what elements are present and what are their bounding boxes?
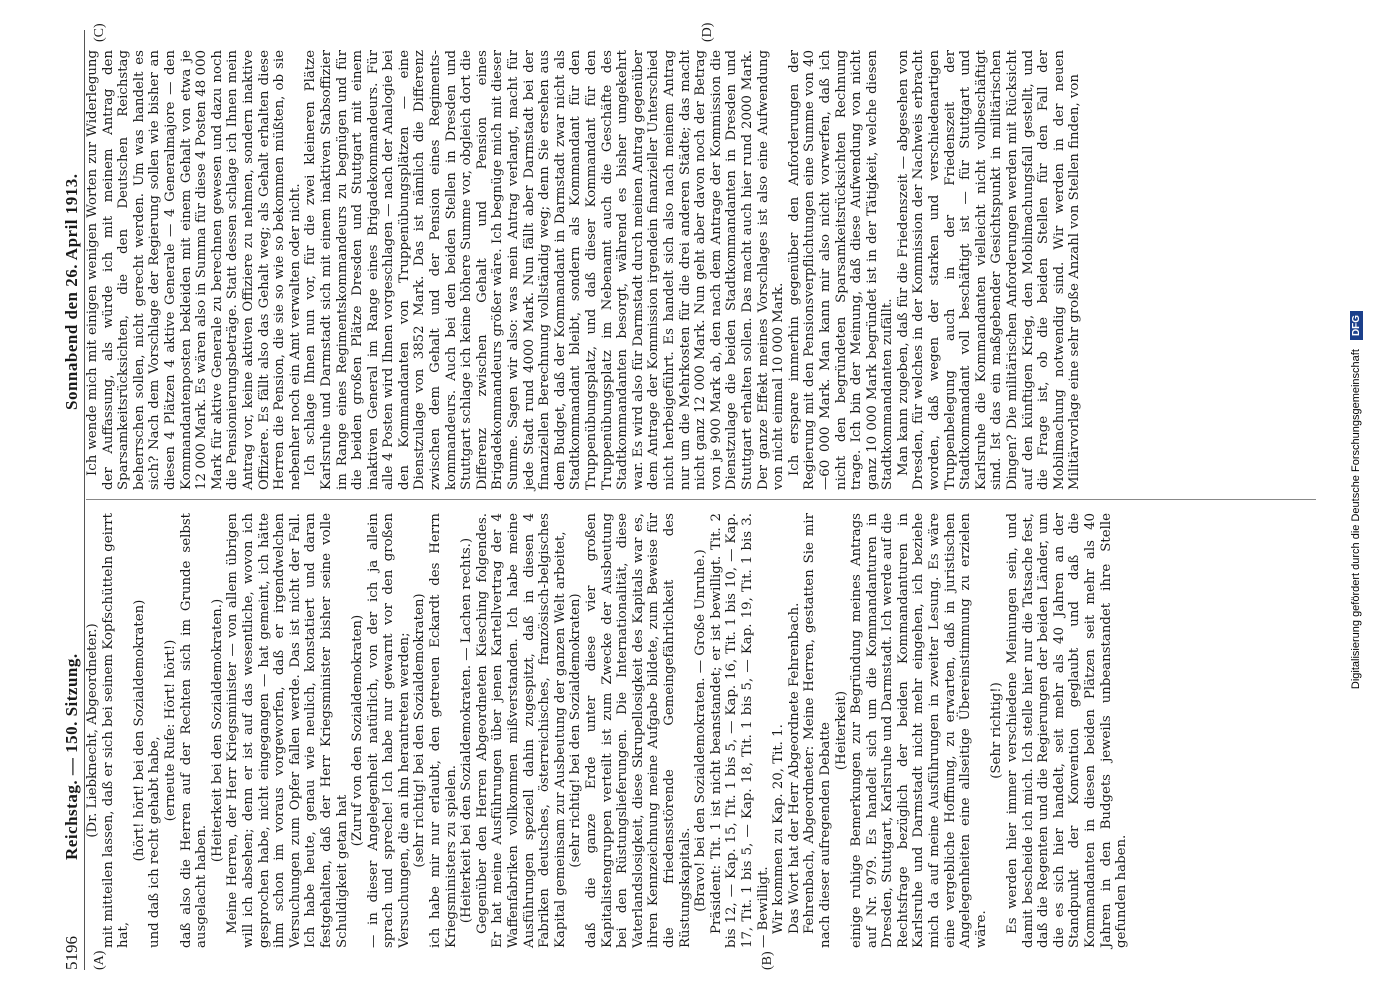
left-paragraph: Gegenüber den Herren Abgeordneten Kiesching folgendes. Er hat meine Ausführungen über jenen Kartellvertrag der 4 Waffenfabriken vollkommen mißverstanden. Ich habe meine Ausführungen speziell dahin zugespitzt, daß in diesen 4 Fabriken deutsches, österreichisches, französisch-belgisches Kapital gemeinsam zur Ausbeutung der ganzen Welt arbeitet, [474,513,568,948]
left-paragraph: daß also die Herren auf der Rechten sich im Grunde selbst ausgelacht haben. [178,513,210,948]
left-paragraph: mit mitteilen lassen, daß er sich bei seinem Kopfschütteln geirrt hat, [100,513,132,948]
left-paragraph: und daß ich recht gehabt habe, [147,736,163,948]
left-paragraph: (Bravo! bei den Sozialdemokraten. — Große Unruhe.) [693,549,709,912]
left-paragraph: Meine Herren, der Herr Kriegsminister — von allem übrigen will ich absehen; denn er ist auf das wesentliche, wovon ich gesprochen habe, nicht eingegangen — hat gemeint, ich hätte ihm schon im voraus vorgeworfen, daß er irgendwelchen Versuchungen zum Opfer fallen werde. Das ist nicht der Fall. Ich habe heute, genau wie neulich, konstatiert und daran festgehalten, daß der Herr Kriegsminister bisher seine volle Schuldigkeit getan hat [225,513,350,948]
left-paragraph: Das Wort hat der Herr Abgeordnete Fehrenbach. [786,602,802,934]
margin-mark-c: (C) [92,23,107,42]
left-paragraph: (sehr richtig! bei den Sozialdemokraten) [568,593,584,868]
left-paragraph: (Heiterkeit bei den Sozialdemokraten.) [209,598,225,863]
left-paragraph: (Dr. Liebknecht, Abgeordneter.) [85,623,100,838]
session-title: Reichstag. — 150. Sitzung. [62,653,81,860]
margin-mark-b: (B) [760,951,775,970]
session-date: Sonnabend den 26. April 1913. [62,173,81,410]
left-paragraph: (erneute Rufe: Hört! hört!) [162,639,178,822]
left-paragraph: Wir kommen zu Kap. 20, Tit. 1. [771,724,787,934]
right-paragraph: Man kann zugeben, daß für die Friedenszeit — abgesehen von Dresden, für welches in der Kommission der Nachweis erbracht worden, daß wegen der starken und verschiedenartigen Truppenbelegung auch in der Friedenszeit der Stadtkommandant voll beschäftigt ist — für Stuttgart und Karlsruhe die Kommandanten vielleicht nicht vollbeschäftigt sind. Ist das ein maßgebender Gesichtspunkt in militärischen Dingen? Die militärischen Anforderungen werden mit Rücksicht auf den künftigen Krieg, den Mobilmachungsfall gestellt, und die Frage ist, ob die beiden Stellen für den Fall der Mobilmachung notwendig sind. Wir werden in der neuen Militärvorlage eine sehr große Anzahl von Stellen finden, von [895,50,1083,490]
right-paragraph: Ich erspare immerhin gegenüber den Anforderungen der Regierung mit den Pensionsverpflichtungen eine Summe von 40—60 000 Mark. Man kann mir also nicht vorwerfen, daß ich nicht den begründeten Sparsamkeitsrücksichten Rechnung trage. Ich bin der Meinung, daß diese Aufwendung von nicht ganz 10 000 Mark begründet ist in der Tätigkeit, welche diesen Stadtkommandanten zufällt. [786,50,896,490]
left-paragraph: (sehr richtig! bei den Sozialdemokraten) [412,593,428,868]
left-paragraph: daß die ganze Erde unter diese vier großen Kapitalistengruppen verteilt ist zum Zwecke der Ausbeutung bei den Rüstungslieferungen. Die Internationalität, diese Vaterlandslosigkeit, diese Skrupellosigkeit des Kapitals war es, ihren Kennzeichnung meine Aufgabe bildete, zum Beweise für die friedensstörende Gemeingefährlichkeit des Rüstungskapitals. [584,513,693,948]
margin-mark-d: (D) [700,22,715,42]
left-paragraph: (Heiterkeit bei den Sozialdemokraten. — Lachen rechts.) [459,537,475,924]
page-number: 5196 [62,936,81,970]
right-paragraph: Ich schlage Ihnen nun vor, für die zwei kleineren Plätze Karlsruhe und Darmstadt sich mit einem inaktiven Stabsoffizier im Range eines Regimentskommandeurs zu begnügen und für die beiden großen Plätze Dresden und Stuttgart mit einem inaktiven General im Range eines Brigadekommandeurs. Für alle 4 Posten wird Ihnen vorgeschlagen — nach der Analogie bei den Kommandanten von Truppenübungsplätzen — eine Dienstzulage von 3852 Mark. Das ist nämlich die Differenz zwischen dem Gehalt und der Pension eines Regiments- kommandeurs. Auch bei den beiden Stellen in Dresden und Stuttgart schlage ich keine höhere Summe vor, obgleich dort die Differenz zwischen Gehalt und Pension eines Brigadekommandeurs größer wäre. Ich begnüge mich mit dieser Summe. Sagen wir also: was mein Antrag verlangt, macht für jede Stadt rund 4000 Mark. Nun fällt aber Darmstadt bei der finanziellen Berechnung vollständig weg; denn Sie ersehen aus dem Budget, daß der Kommandant in Darmstadt zwar nicht als Stadtkommandant bleibt, sondern als Kommandant für den Truppenübungsplatz, und daß dieser Kommandant für den Truppenübungsplatz im Nebenamt auch die Geschäfte des Stadtkommandanten besorgt, während es bisher umgekehrt war. Es wird also für Darmstadt durch meinen Antrag gegenüber dem Antrage der Kommission irgendein finanzieller Unterschied nicht herbeigeführt. Es handelt sich also nach meinem Antrag nur um die Mehrkosten für die drei anderen Städte; das macht nicht ganz 12 000 Mark. Nun geht aber davon noch der Betrag von je 900 Mark ab, den nach dem Antrage der Kommission die Dienstzulage die beiden Stadtkommandanten in Dresden und Stuttgart erhalten sollen. Das macht auch hier rund 2000 Mark. Der ganze Effekt meines Vorschlages ist also eine Aufwendung von nicht einmal 10 000 Mark. [303,50,787,490]
right-paragraph: Ich wende mich mit einigen wenigen Worten zur Widerlegung der Auffassung, als würde ich mit meinem Antrag den Sparsamkeitsrücksichten, die den Deutschen Reichstag beherrschen sollen, nicht gerecht werden. Um was handelt es sich? Nach dem Vorschlage der Regierung sollen wie bisher an diesen 4 Plätzen 4 aktive Generale — 4 Generalmajore — den Kommandantenposten bekleiden mit einem Gehalt von etwa je 12 000 Mark. Es wären also in Summa für diese 4 Posten 48 000 Mark für aktive Generale zu berechnen gewesen und dazu noch die Pensionierungsbeträge. Statt dessen schlage ich Ihnen mein Antrag vor, keine aktiven Offiziere zu nehmen, sondern inaktive Offiziere. Es fällt also das Gehalt weg; als Gehalt erhalten diese Herren die Pension, die sie so wie so bekommen müßten, ob sie nebenher noch ein Amt verwalten oder nicht. [85,50,303,490]
left-paragraph: einige ruhige Bemerkungen zur Begründung meines Antrags auf Nr. 979. Es handelt sich um die Kommandanturen in Dresden, Stuttgart, Karlsruhe und Darmstadt. Ich werde auf die Rechtsfrage bezüglich der beiden Kommandanturen in Karlsruhe und Darmstadt nicht mehr eingehen, ich beziehe mich da auf meine Ausführungen in zweiter Lesung. Es wäre eine vergebliche Hoffnung, zu erwarten, daß in juristischen Angelegenheiten eine allseitige Übereinstimmung zu erzielen wäre. [849,513,989,948]
funding-note: Digitalisierung gefördert durch die Deutsche Forschungsgemeinschaft [1350,349,1362,690]
left-paragraph: ich habe mir nur erlaubt, den getreuen Eckardt des Herrn Kriegsministers zu spielen. [428,513,459,948]
column-divider [86,499,1316,500]
dfg-logo: DFG [1350,311,1363,340]
right-column [85,50,1083,490]
margin-mark-a: (A) [92,950,107,970]
left-paragraph: (Heiterkeit) [833,690,849,771]
left-paragraph: — in dieser Angelegenheit natürlich, von der ich ja allein sprach und spreche! Ich habe nur gewarnt vor den großen Versuchungen, die an ihn herantreten werden; [365,513,412,948]
digitization-note [1350,0,1363,1000]
left-paragraph: (hört! hört! bei den Sozialdemokraten) [131,599,147,862]
left-paragraph: Präsident: Tit. 1 ist nicht beanstandet; er ist bewilligt. Tit. 2 bis 12, — Kap. 15, Tit. 1 bis 5, — Kap. 16, Tit. 1 bis 10, — Kap. 17, Tit. 1 bis 5, — Kap. 18, Tit. 1 bis 5, — Kap. 19, Tit. 1 bis 3. — Bewilligt. [708,513,771,948]
left-column [85,513,1130,948]
left-paragraph: Fehrenbach, Abgeordneter: Meine Herren, gestatten Sie mir nach dieser aufregenden Debatte [802,513,833,948]
left-paragraph: (Zuruf von den Sozialdemokraten) [350,614,366,847]
left-paragraph: Es werden hier immer verschiedene Meinungen sein, und damit bescheide ich mich. Ich stelle hier nur die Tatsache fest, daß die Regenten und die Regierungen der beiden Länder, um die es sich hier handelt, seit mehr als 40 Jahren an der Standpunkt der Konvention geglaubt und daß die Kommandanten in diesen beiden Plätzen seit mehr als 40 Jahren in den Budgets jeweils unbeanstandet ihre Stelle gefunden haben. [1005,513,1130,948]
left-paragraph: (Sehr richtig!) [989,682,1005,779]
